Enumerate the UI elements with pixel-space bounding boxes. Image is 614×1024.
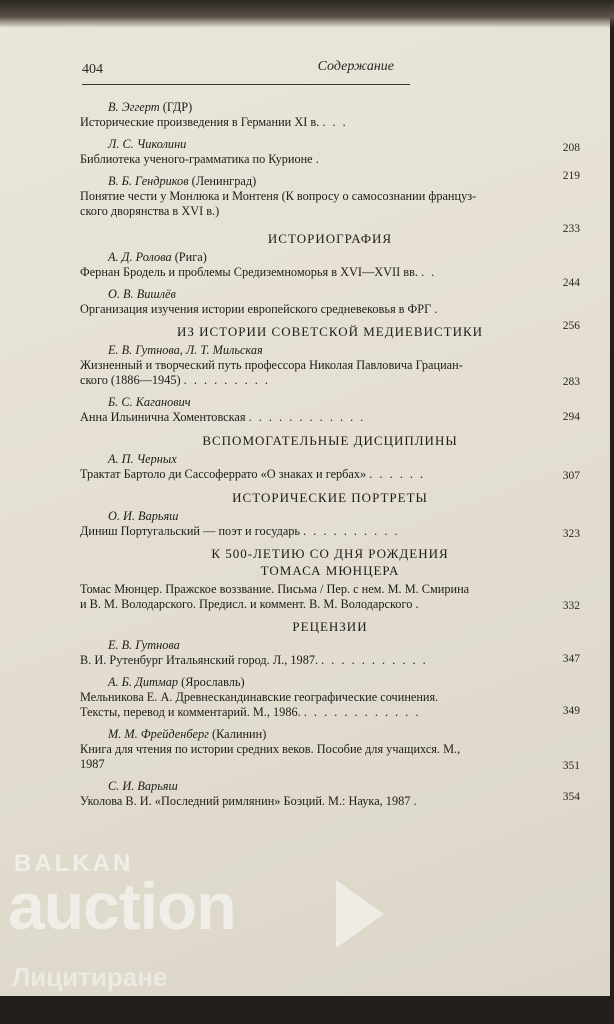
- entry-page: 323: [562, 528, 580, 540]
- toc-entry: [80, 638, 580, 668]
- table-of-contents: [80, 100, 580, 816]
- entry-page: 219: [562, 170, 580, 182]
- section-heading: ВСПОМОГАТЕЛЬНЫЕ ДИСЦИПЛИНЫ: [202, 433, 458, 448]
- entry-author: В. Б. Гендриков (Ленинград): [108, 174, 257, 188]
- section-heading: К 500-ЛЕТИЮ СО ДНЯ РОЖДЕНИЯ: [211, 546, 449, 561]
- watermark-bottom-text: Лицитиране: [12, 962, 168, 992]
- section-heading: ИСТОРИОГРАФИЯ: [267, 231, 393, 246]
- entry-page: 332: [562, 600, 580, 612]
- entry-author: Е. В. Гутнова: [108, 638, 180, 652]
- entry-title: Фернан Бродель и проблемы Средиземноморья в XVI—XVII вв. . .: [80, 265, 437, 279]
- section-heading: ИСТОРИЧЕСКИЕ ПОРТРЕТЫ: [232, 490, 428, 505]
- entry-title: и В. М. Володарского. Предисл. и коммент. В. М. Володарского .: [80, 597, 421, 611]
- running-head: [82, 59, 408, 82]
- entry-title: 1987: [80, 757, 105, 771]
- entry-title: Томас Мюнцер. Пражское воззвание. Письма / Пер. с нем. М. М. Смирина: [80, 582, 470, 596]
- toc-entry: [80, 174, 580, 235]
- section-heading: ТОМАСА МЮНЦЕРА: [260, 563, 400, 578]
- top-edge-shadow: [0, 0, 614, 28]
- entry-title: В. И. Рутенбург Итальянский город. Л., 1987. . . . . . . . . . . .: [80, 653, 428, 667]
- entry-title: Жизненный и творческий путь профессора Николая Павловича Грациан-: [80, 358, 463, 372]
- entry-title: Мельникова Е. А. Древнескандинавские географические сочинения.: [80, 690, 439, 704]
- entry-author: Е. В. Гутнова, Л. Т. Мильская: [108, 343, 263, 357]
- watermark-top-text: BALKAN: [14, 850, 134, 877]
- entry-author: О. В. Вишлёв: [108, 287, 176, 301]
- entry-page: 307: [562, 470, 580, 482]
- section-heading: ИЗ ИСТОРИИ СОВЕТСКОЙ МЕДИЕВИСТИКИ: [176, 324, 484, 339]
- entry-page: 256: [562, 320, 580, 332]
- toc-entry: [80, 452, 580, 482]
- entry-author: В. Эггерт (ГДР): [108, 100, 193, 114]
- entry-title: Исторические произведения в Германии XI в. . . .: [80, 115, 348, 129]
- entry-title: Трактат Бартоло ди Сассоферрато «О знаках и гербах» . . . . . .: [80, 467, 426, 481]
- entry-title: Тексты, перевод и комментарий. М., 1986. . . . . . . . . . . . .: [80, 705, 421, 719]
- entry-page: 351: [562, 760, 580, 772]
- entry-page: 208: [562, 142, 580, 154]
- header-rule: [82, 84, 410, 85]
- toc-entry: [80, 395, 580, 425]
- toc-entry: [80, 675, 580, 720]
- toc-entry: [80, 582, 580, 612]
- entry-author: О. И. Варьяш: [108, 509, 179, 523]
- entry-page: 283: [562, 376, 580, 388]
- entry-author: А. П. Черных: [108, 452, 177, 466]
- entry-page: 294: [562, 411, 580, 423]
- entry-title: Уколова В. И. «Последний римлянин» Боэций. М.: Наука, 1987 .: [80, 794, 419, 808]
- entry-author: С. И. Варьяш: [108, 779, 178, 793]
- entry-title: Диниш Португальский — поэт и государь . . . . . . . . . .: [80, 524, 400, 538]
- entry-author: Б. С. Каганович: [108, 395, 191, 409]
- toc-entry: [80, 250, 580, 289]
- entry-author: А. Б. Дитмар (Ярославль): [108, 675, 245, 689]
- entry-title: Книга для чтения по истории средних веков. Пособие для учащихся. М.,: [80, 742, 461, 756]
- toc-entry: [80, 343, 580, 388]
- toc-entry: [80, 727, 580, 772]
- entry-page: 349: [562, 705, 580, 717]
- entry-page: 233: [562, 223, 580, 235]
- entry-title: ского дворянства в XVI в.): [80, 204, 220, 218]
- entry-title: Понятие чести у Монлюка и Монтеня (К вопросу о самосознании француз-: [80, 189, 477, 203]
- toc-entry: [80, 779, 580, 809]
- entry-title: Организация изучения истории европейского средневековья в ФРГ .: [80, 302, 440, 316]
- section-heading: РЕЦЕНЗИИ: [292, 619, 368, 634]
- entry-page: 347: [562, 653, 580, 665]
- entry-author: А. Д. Ролова (Рига): [108, 250, 207, 264]
- entry-title: ского (1886—1945) . . . . . . . . .: [80, 373, 270, 387]
- entry-author: М. М. Фрейденберг (Калинин): [108, 727, 267, 741]
- watermark-main-text: auction: [8, 869, 236, 943]
- page-number: 404: [82, 62, 103, 77]
- entry-page: 354: [562, 791, 580, 803]
- entry-title: Анна Ильинична Хоментовская . . . . . . . . . . . .: [80, 410, 366, 424]
- entry-page: 244: [562, 277, 580, 289]
- running-title: Содержание: [317, 59, 394, 74]
- entry-title: Библиотека ученого-грамматика по Курионе .: [80, 152, 321, 166]
- entry-author: Л. С. Чиколини: [108, 137, 187, 151]
- toc-entry: [80, 509, 580, 539]
